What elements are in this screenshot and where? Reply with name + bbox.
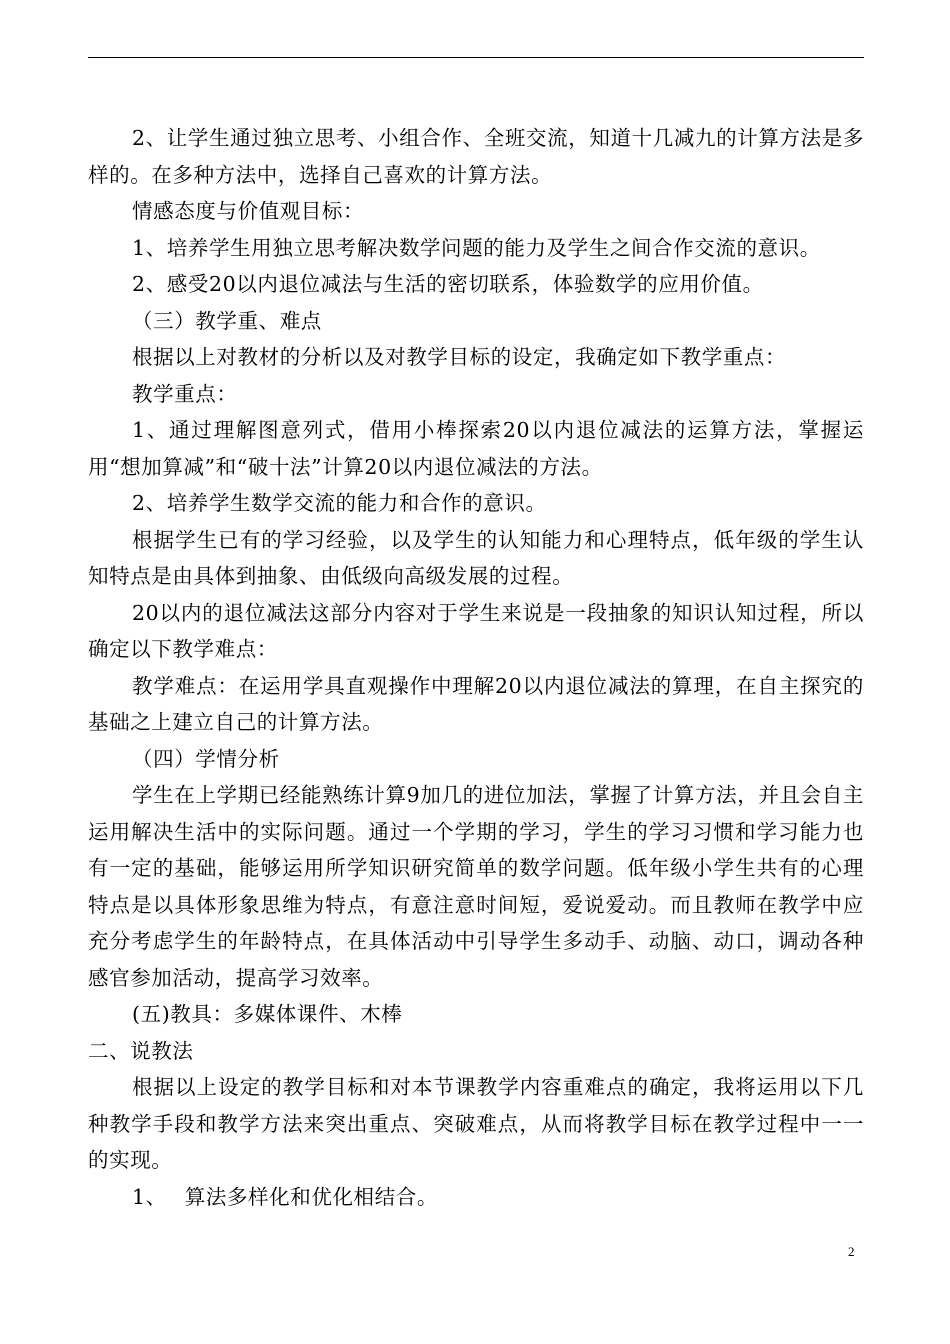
document-body (88, 120, 864, 1215)
paragraph-student-characteristics: 根据学生已有的学习经验，以及学生的认知能力和心理特点，低年级的学生认知特点是由具体到抽象、由低级向高级发展的过程。 (88, 527, 864, 588)
paragraph-method-goal-2: 2、让学生通过独立思考、小组合作、全班交流，知道十几减九的计算方法是多样的。在多种方法中，选择自己喜欢的计算方法。 (88, 126, 864, 187)
section-heading-student-analysis: （四）学情分析 (132, 746, 280, 771)
paragraph-key-point-2: 2、培养学生数学交流的能力和合作的意识。 (132, 491, 547, 515)
paragraph-key-point-1: 1、通过理解图意列式，借用小棒探索20以内退位减法的运算方法，掌握运用“想加算减”和“破十法”计算20以内退位减法的方法。 (88, 418, 864, 479)
paragraph-emotion-goal-1: 1、培养学生用独立思考解决数学问题的能力及学生之间合作交流的意识。 (132, 235, 821, 260)
paragraph-key-points-label: 教学重点： (132, 381, 238, 406)
paragraph-key-points-intro: 根据以上对教材的分析以及对教学目标的设定，我确定如下教学重点： (132, 345, 787, 369)
list-item-number: 1、 (132, 1184, 167, 1209)
paragraph-difficulty: 教学难点：在运用学具直观操作中理解20以内退位减法的算理，在自主探究的基础之上建立自己的计算方法。 (88, 673, 864, 734)
paragraph-emotion-goal-2: 2、感受20以内退位减法与生活的密切联系，体验数学的应用价值。 (132, 272, 764, 296)
list-item-method-1 (88, 1179, 864, 1216)
header-rule (88, 57, 864, 58)
paragraph-teaching-aids: (五)教具：多媒体课件、木棒 (132, 1002, 403, 1026)
paragraph-teaching-method: 根据以上设定的教学目标和对本节课教学内容重难点的确定，我将运用以下几种教学手段和教学方法来突出重点、突破难点，从而将教学目标在教学过程中一一的实现。 (88, 1075, 864, 1172)
page-number: 2 (848, 1244, 855, 1259)
paragraph-emotion-goal-heading: 情感态度与价值观目标： (132, 199, 365, 223)
list-item-text: 算法多样化和优化相结合。 (184, 1184, 438, 1209)
section-heading-teaching-method: 二、说教法 (88, 1038, 194, 1063)
section-heading-key-points: （三）教学重、难点 (132, 308, 322, 333)
paragraph-student-analysis: 学生在上学期已经能熟练计算9加几的进位加法，掌握了计算方法，并且会自主运用解决生活中的实际问题。通过一个学期的学习，学生的学习习惯和学习能力也有一定的基础，能够运用所学知识研究简单的数学问题。低年级小学生共有的心理特点是以具体形象思维为特点，有意注意时间短，爱说爱动。而且教师在教学中应充分考虑学生的年龄特点，在具体活动中引导学生多动手、动脑、动口，调动各种感官参加活动，提高学习效率。 (88, 783, 864, 990)
paragraph-difficulty-intro: 20以内的退位减法这部分内容对于学生来说是一段抽象的知识认知过程，所以确定以下教学难点： (88, 600, 864, 661)
